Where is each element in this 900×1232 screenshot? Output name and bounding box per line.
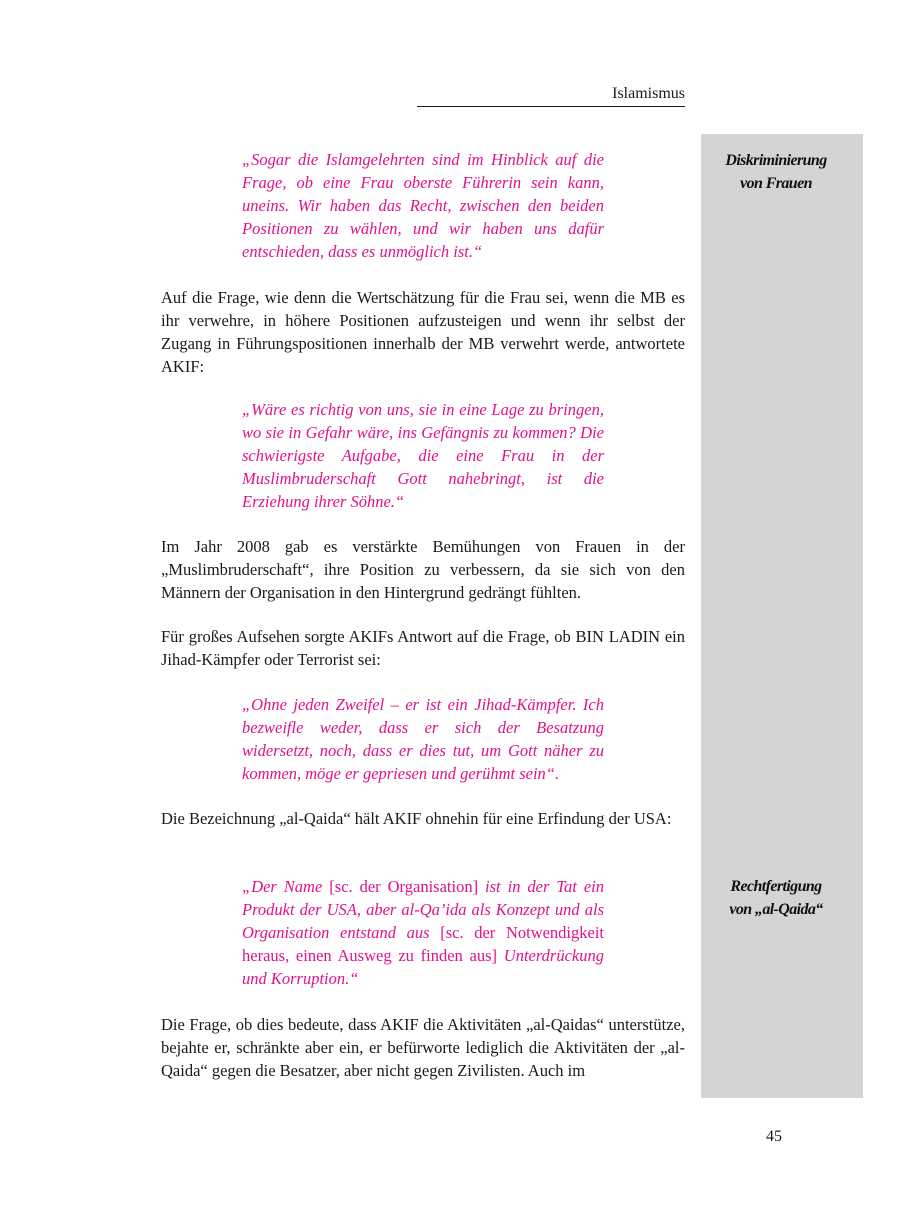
margin-note-line: von „al-Qaida“ xyxy=(729,901,823,918)
body-paragraph: Für großes Aufsehen sorgte AKIFs Antwort auf die Frage, ob BIN LADIN ein Jihad-Kämpfer oder Terrorist sei: xyxy=(161,627,685,669)
running-title: Islamismus xyxy=(612,85,685,102)
margin-sidebar xyxy=(701,134,863,1098)
margin-note-line: Diskriminierung xyxy=(725,152,827,169)
quote-segment: ist in der Tat ein Produkt der USA, aber al-Qa’ida als Konzept und als Organisation entstand aus xyxy=(242,877,604,942)
margin-note-justification xyxy=(701,875,851,921)
quote-block: „Ohne jeden Zweifel – er ist ein Jihad-Kämpfer. Ich bezweifle weder, dass er sich der Besatzung widersetzt, noch, dass er dies tut, um Gott näher zu kommen, möge er gepriesen und gerühmt sein“. xyxy=(242,695,604,783)
body-paragraph: Im Jahr 2008 gab es verstärkte Bemühungen von Frauen in der „Muslimbruderschaft“, ihre Position zu verbessern, da sie sich von den Männern der Organisation in den Hintergrund gedrängt fühlten. xyxy=(161,537,685,602)
body-paragraph: Die Frage, ob dies bedeute, dass AKIF die Aktivitäten „al-Qaidas“ unterstütze, bejahte er, schränkte aber ein, er befürworte lediglich die Aktivitäten der „al-Qaida“ gegen die Besatzer, aber nicht gegen Zivilisten. Auch im xyxy=(161,1015,685,1080)
editorial-insertion: [sc. der Notwendigkeit heraus, einen Ausweg zu finden aus] xyxy=(242,923,605,965)
margin-note-line: Rechtfertigung xyxy=(730,878,822,895)
running-header xyxy=(417,84,685,107)
quote-block-with-insertions xyxy=(242,875,604,990)
quote-block: „Sogar die Islamgelehrten sind im Hinblick auf die Frage, ob eine Frau oberste Führerin sein kann, uneins. Wir haben das Recht, zwischen den beiden Positionen zu wählen, und wir haben uns dafür entschieden, dass es unmöglich ist.“ xyxy=(242,150,604,261)
body-paragraph: Die Bezeichnung „al-Qaida“ hält AKIF ohnehin für eine Erfindung der USA: xyxy=(161,809,672,828)
quote-segment: „Der Name xyxy=(242,877,323,896)
body-paragraph: Auf die Frage, wie denn die Wertschätzung für die Frau sei, wenn die MB es ihr verwehre, in höhere Positionen aufzusteigen und wenn ihr selbst der Zugang in Führungspositionen innerhalb der MB verwehrt werde, antwortete AKIF: xyxy=(161,288,685,376)
editorial-insertion: [sc. der Organisation] xyxy=(322,877,486,896)
quote-block: „Wäre es richtig von uns, sie in eine Lage zu bringen, wo sie in Gefahr wäre, ins Gefängnis zu kommen? Die schwierigste Aufgabe, die eine Frau in der Muslimbruderschaft Gott nahebringt, ist die Erziehung ihrer Söhne.“ xyxy=(242,400,604,511)
quote-segment: Unterdrückung und Korruption.“ xyxy=(242,946,604,988)
margin-note-line: von Frauen xyxy=(740,175,812,192)
margin-note-discrimination xyxy=(701,149,851,195)
page-number: 45 xyxy=(766,1128,782,1145)
